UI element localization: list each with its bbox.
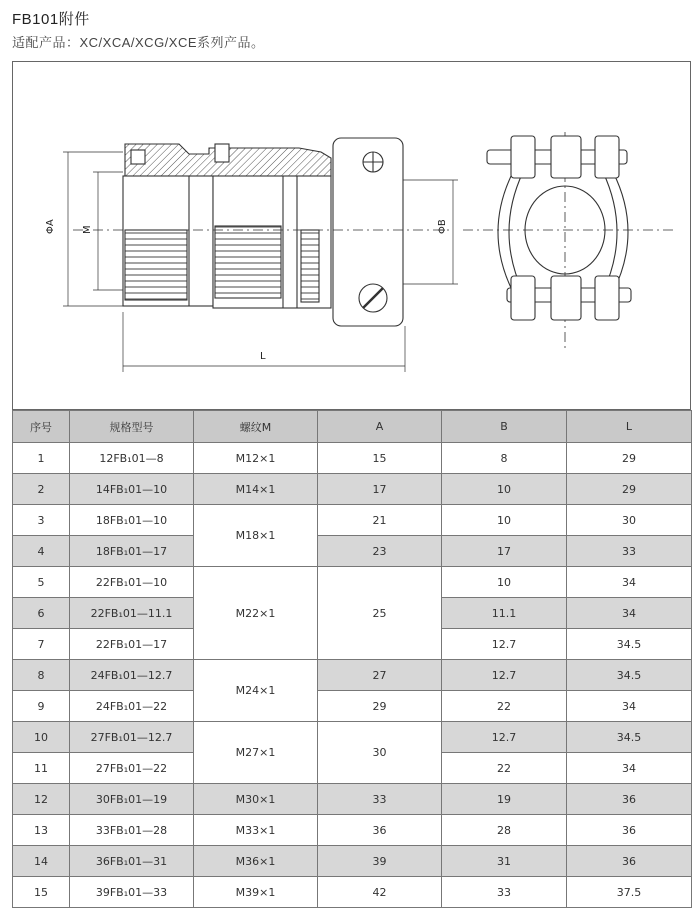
- technical-drawing: [12, 61, 691, 410]
- table-row: [13, 474, 692, 505]
- cell-no: 6: [13, 598, 70, 629]
- cell-model: 18FB₁01—17: [70, 536, 194, 567]
- cell-model: 27FB₁01—12.7: [70, 722, 194, 753]
- cell-a: 25: [318, 567, 442, 660]
- cell-l: 34.5: [567, 629, 692, 660]
- cell-no: 13: [13, 815, 70, 846]
- table-row: [13, 505, 692, 536]
- cell-a: 39: [318, 846, 442, 877]
- side-view: [63, 138, 458, 372]
- cell-no: 11: [13, 753, 70, 784]
- cell-model: 39FB₁01—33: [70, 877, 194, 908]
- cell-no: 2: [13, 474, 70, 505]
- cell-model: 18FB₁01—10: [70, 505, 194, 536]
- cell-a: 30: [318, 722, 442, 784]
- cell-thread: M36×1: [194, 846, 318, 877]
- cell-model: 27FB₁01—22: [70, 753, 194, 784]
- table-row: [13, 815, 692, 846]
- cell-l: 34: [567, 598, 692, 629]
- cell-l: 37.5: [567, 877, 692, 908]
- table-header-row: [13, 411, 692, 443]
- cell-b: 11.1: [442, 598, 567, 629]
- cell-thread: M12×1: [194, 443, 318, 474]
- cell-no: 14: [13, 846, 70, 877]
- cell-a: 15: [318, 443, 442, 474]
- table-row: [13, 722, 692, 753]
- cell-model: 22FB₁01—11.1: [70, 598, 194, 629]
- col-header-no: 序号: [13, 411, 70, 443]
- cell-thread: M33×1: [194, 815, 318, 846]
- cell-b: 12.7: [442, 722, 567, 753]
- col-header-thread: 螺纹M: [194, 411, 318, 443]
- table-row: [13, 567, 692, 598]
- table-row: [13, 784, 692, 815]
- cell-b: 22: [442, 691, 567, 722]
- cell-l: 34.5: [567, 660, 692, 691]
- cell-a: 27: [318, 660, 442, 691]
- cell-model: 24FB₁01—12.7: [70, 660, 194, 691]
- cell-b: 12.7: [442, 660, 567, 691]
- dim-l-label: L: [260, 351, 266, 362]
- cell-model: 12FB₁01—8: [70, 443, 194, 474]
- table-row: [13, 846, 692, 877]
- cell-a: 33: [318, 784, 442, 815]
- cell-b: 10: [442, 567, 567, 598]
- cell-no: 15: [13, 877, 70, 908]
- cell-no: 1: [13, 443, 70, 474]
- cell-b: 17: [442, 536, 567, 567]
- front-view: [463, 132, 673, 352]
- dim-m-label: M: [82, 225, 93, 234]
- cell-b: 33: [442, 877, 567, 908]
- cell-a: 23: [318, 536, 442, 567]
- cell-l: 34.5: [567, 722, 692, 753]
- cell-b: 22: [442, 753, 567, 784]
- col-header-model: 规格型号: [70, 411, 194, 443]
- cell-model: 30FB₁01—19: [70, 784, 194, 815]
- cell-thread: M18×1: [194, 505, 318, 567]
- cell-no: 5: [13, 567, 70, 598]
- col-header-a: A: [318, 411, 442, 443]
- cell-no: 10: [13, 722, 70, 753]
- cell-l: 36: [567, 846, 692, 877]
- cell-l: 34: [567, 691, 692, 722]
- cell-thread: M24×1: [194, 660, 318, 722]
- cell-b: 28: [442, 815, 567, 846]
- cell-b: 8: [442, 443, 567, 474]
- cell-model: 24FB₁01—22: [70, 691, 194, 722]
- cell-no: 4: [13, 536, 70, 567]
- cell-a: 42: [318, 877, 442, 908]
- cell-model: 33FB₁01—28: [70, 815, 194, 846]
- cell-l: 29: [567, 443, 692, 474]
- cell-no: 3: [13, 505, 70, 536]
- drawing-svg: [13, 62, 692, 411]
- table-row: [13, 660, 692, 691]
- cell-b: 19: [442, 784, 567, 815]
- page-subtitle: 适配产品：XC/XCA/XCG/XCE系列产品。: [12, 35, 265, 50]
- cell-no: 12: [13, 784, 70, 815]
- cell-model: 22FB₁01—17: [70, 629, 194, 660]
- cell-thread: M27×1: [194, 722, 318, 784]
- cell-l: 34: [567, 567, 692, 598]
- cell-model: 14FB₁01—10: [70, 474, 194, 505]
- cell-l: 34: [567, 753, 692, 784]
- cell-l: 36: [567, 815, 692, 846]
- table-row: [13, 536, 692, 567]
- page-title: FB101附件: [12, 11, 90, 28]
- cell-thread: M30×1: [194, 784, 318, 815]
- cell-thread: M22×1: [194, 567, 318, 660]
- cell-thread: M39×1: [194, 877, 318, 908]
- cell-thread: M14×1: [194, 474, 318, 505]
- table-row: [13, 877, 692, 908]
- table-row: [13, 443, 692, 474]
- cell-l: 36: [567, 784, 692, 815]
- cell-l: 30: [567, 505, 692, 536]
- dim-phi-a-label: ΦA: [45, 219, 56, 234]
- cell-b: 10: [442, 505, 567, 536]
- cell-a: 29: [318, 691, 442, 722]
- dim-phi-b-label: ΦB: [437, 219, 448, 234]
- cell-l: 33: [567, 536, 692, 567]
- cell-model: 22FB₁01—10: [70, 567, 194, 598]
- cell-b: 12.7: [442, 629, 567, 660]
- cell-a: 36: [318, 815, 442, 846]
- spec-table: [12, 410, 692, 908]
- cell-model: 36FB₁01—31: [70, 846, 194, 877]
- table-row: [13, 691, 692, 722]
- cell-b: 31: [442, 846, 567, 877]
- cell-a: 21: [318, 505, 442, 536]
- cell-no: 8: [13, 660, 70, 691]
- cell-no: 7: [13, 629, 70, 660]
- col-header-b: B: [442, 411, 567, 443]
- cell-no: 9: [13, 691, 70, 722]
- cell-b: 10: [442, 474, 567, 505]
- col-header-l: L: [567, 411, 692, 443]
- cell-l: 29: [567, 474, 692, 505]
- cell-a: 17: [318, 474, 442, 505]
